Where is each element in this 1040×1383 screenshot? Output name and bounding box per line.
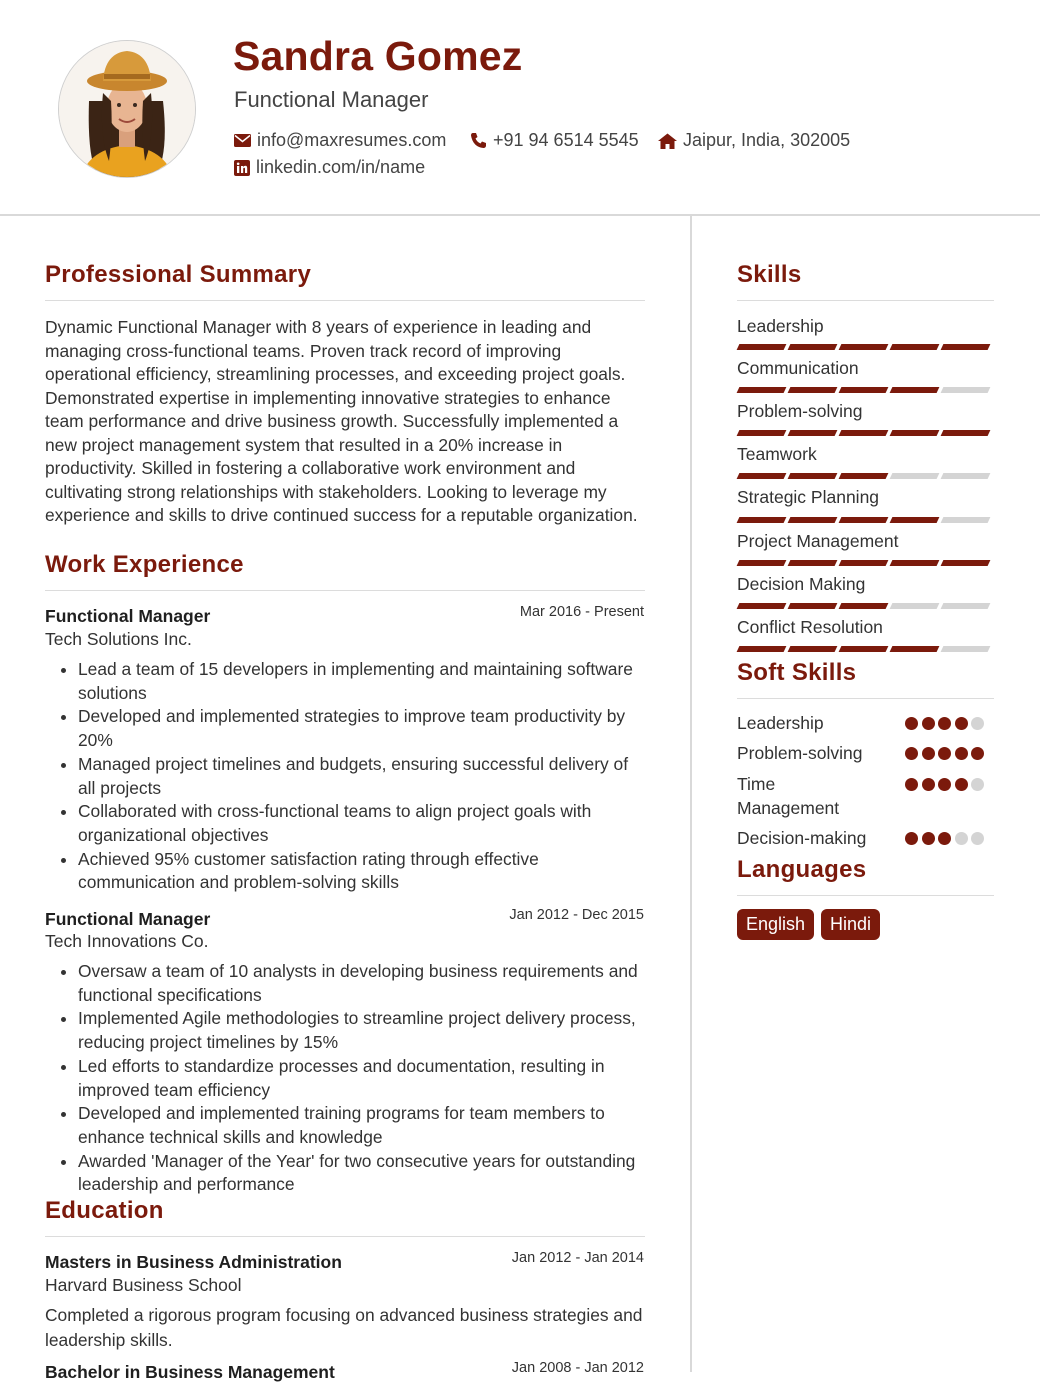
phone-text: +91 94 6514 5545 <box>493 130 639 150</box>
rating-dot <box>922 832 935 845</box>
list-item: • Developed and implemented training programs for team members to enhance technical skills and knowledge <box>78 1102 645 1149</box>
skill-level-segment <box>839 430 888 436</box>
skill-level-segment <box>788 560 837 566</box>
location-text: Jaipur, India, 302005 <box>683 130 851 150</box>
soft-skill-rating <box>905 832 988 845</box>
skill-level-segment <box>941 646 990 652</box>
skill-level-bar <box>738 560 993 566</box>
skill-level-segment <box>839 560 888 566</box>
skill-level-segment <box>890 517 939 523</box>
rating-dot <box>905 778 918 791</box>
rating-dot <box>955 717 968 730</box>
job-achievements <box>45 960 645 1197</box>
skill-level-segment <box>737 344 786 350</box>
experience-heading: Work Experience <box>45 551 244 578</box>
skill-level-segment <box>839 344 888 350</box>
education-description: Completed a rigorous program focusing on advanced business strategies and leadership skills. <box>45 1305 643 1350</box>
skills-heading: Skills <box>737 261 802 288</box>
skill-level-segment <box>839 387 888 393</box>
list-item: • Oversaw a team of 10 analysts in developing business requirements and functional specifications <box>78 960 645 1007</box>
rating-dot <box>922 778 935 791</box>
location-contact <box>658 130 850 151</box>
job-title: Functional Manager <box>45 909 211 929</box>
skill-name: Strategic Planning <box>737 487 880 507</box>
rating-dot <box>955 832 968 845</box>
skill-level-bar <box>738 473 993 479</box>
languages-heading: Languages <box>737 856 867 883</box>
list-item: • Collaborated with cross-functional teams to align project goals with organizational objectives <box>78 800 645 847</box>
skill-level-segment <box>839 517 888 523</box>
rating-dot <box>955 747 968 760</box>
skill-level-segment <box>737 646 786 652</box>
skills-rule <box>737 300 994 301</box>
list-item: • Developed and implemented strategies to improve team productivity by 20% <box>78 705 645 752</box>
rating-dot <box>971 832 984 845</box>
experience-rule <box>45 590 645 591</box>
rating-dot <box>922 747 935 760</box>
list-item: • Awarded 'Manager of the Year' for two consecutive years for outstanding leadership and performance <box>78 1150 645 1197</box>
job-company: Tech Solutions Inc. <box>45 629 192 649</box>
job-company: Tech Innovations Co. <box>45 931 209 951</box>
skill-level-segment <box>788 344 837 350</box>
soft-skills-rule <box>737 698 994 699</box>
degree-title: Masters in Business Administration <box>45 1252 342 1272</box>
envelope-icon <box>234 134 251 147</box>
language-badge: Hindi <box>821 909 880 940</box>
list-item: • Implemented Agile methodologies to streamline project delivery process, reducing project timelines by 15% <box>78 1007 645 1054</box>
language-badge: English <box>737 909 814 940</box>
linkedin-text: linkedin.com/in/name <box>256 157 426 177</box>
soft-skill-rating <box>905 717 988 730</box>
skill-level-segment <box>839 646 888 652</box>
skill-name: Conflict Resolution <box>737 617 883 637</box>
skill-level-segment <box>737 603 786 609</box>
candidate-title: Functional Manager <box>234 87 429 112</box>
phone-icon <box>470 132 487 149</box>
skill-level-segment <box>737 517 786 523</box>
list-item: • Achieved 95% customer satisfaction rating through effective communication and problem-solving skills <box>78 848 645 895</box>
job-achievements <box>45 658 645 895</box>
skill-level-segment <box>890 560 939 566</box>
skill-name: Decision Making <box>737 574 866 594</box>
rating-dot <box>905 747 918 760</box>
summary-text: Dynamic Functional Manager with 8 years of experience in leading and managing cross-functional teams. Proven track record of improving operational efficiency, streamlining processes, and exceeding project goals. Demonstrated expertise in implementing innovative strategies to enhance team performance and drive business growth. Successfully implemented a new project management system that resulted in a 20% increase in productivity. Skilled in fostering a collaborative work environment and cultivating strong relationships with stakeholders. Looking to leverage my experience and skills to drive continued success for a reputable organization. <box>45 317 638 525</box>
person-photo-icon <box>59 41 195 177</box>
skill-level-segment <box>941 560 990 566</box>
skill-level-segment <box>890 430 939 436</box>
soft-skill-name: Problem-solving <box>737 743 863 763</box>
soft-skills-heading: Soft Skills <box>737 659 857 686</box>
email-text: info@maxresumes.com <box>257 130 447 150</box>
rating-dot <box>971 717 984 730</box>
skill-level-segment <box>788 387 837 393</box>
rating-dot <box>922 717 935 730</box>
education-rule <box>45 1236 645 1237</box>
skill-level-segment <box>941 473 990 479</box>
soft-skill-rating <box>905 747 988 760</box>
phone-contact[interactable] <box>470 130 639 151</box>
rating-dot <box>938 832 951 845</box>
education-dates: Jan 2012 - Jan 2014 <box>511 1250 644 1266</box>
skill-level-segment <box>890 473 939 479</box>
list-item: • Led efforts to standardize processes and documentation, resulting in improved team efficiency <box>78 1055 645 1102</box>
rating-dot <box>971 747 984 760</box>
rating-dot <box>938 747 951 760</box>
degree-title: Bachelor in Business Management <box>45 1362 335 1382</box>
summary-heading: Professional Summary <box>45 261 312 288</box>
skill-level-segment <box>941 344 990 350</box>
school-name: Harvard Business School <box>45 1275 242 1295</box>
education-dates: Jan 2008 - Jan 2012 <box>511 1360 644 1376</box>
linkedin-contact[interactable] <box>234 157 425 178</box>
skill-level-bar <box>738 430 993 436</box>
skill-level-segment <box>890 603 939 609</box>
skill-level-segment <box>890 646 939 652</box>
skill-level-segment <box>839 603 888 609</box>
skill-level-bar <box>738 603 993 609</box>
skill-level-segment <box>941 603 990 609</box>
skill-level-segment <box>737 387 786 393</box>
rating-dot <box>955 778 968 791</box>
skill-level-segment <box>890 387 939 393</box>
education-heading: Education <box>45 1197 164 1224</box>
rating-dot <box>938 778 951 791</box>
skill-name: Problem-solving <box>737 401 863 421</box>
job-dates: Mar 2016 - Present <box>519 604 644 620</box>
skill-level-segment <box>941 430 990 436</box>
list-item: • Lead a team of 15 developers in implementing and maintaining software solutions <box>78 658 645 705</box>
skill-name: Leadership <box>737 316 824 336</box>
skill-level-segment <box>737 430 786 436</box>
skill-level-bar <box>738 517 993 523</box>
skill-level-segment <box>839 473 888 479</box>
summary-rule <box>45 300 645 301</box>
skill-level-segment <box>788 517 837 523</box>
languages-rule <box>737 895 994 896</box>
rating-dot <box>905 717 918 730</box>
skill-level-segment <box>737 560 786 566</box>
skill-level-segment <box>890 344 939 350</box>
skill-level-segment <box>788 646 837 652</box>
skill-level-segment <box>941 387 990 393</box>
skill-name: Communication <box>737 358 859 378</box>
skill-level-bar <box>738 646 993 652</box>
email-contact[interactable] <box>234 130 446 151</box>
resume-header <box>0 0 1040 216</box>
candidate-name: Sandra Gomez <box>233 33 523 79</box>
rating-dot <box>938 717 951 730</box>
soft-skill-rating <box>905 778 988 791</box>
list-item: • Managed project timelines and budgets, ensuring successful delivery of all projects <box>78 753 645 800</box>
rating-dot <box>971 778 984 791</box>
skill-level-bar <box>738 387 993 393</box>
skill-level-segment <box>941 517 990 523</box>
skill-name: Teamwork <box>737 444 817 464</box>
column-divider <box>690 216 692 1372</box>
home-icon <box>658 133 677 149</box>
rating-dot <box>905 832 918 845</box>
soft-skill-name: Leadership <box>737 713 824 733</box>
skill-level-segment <box>788 603 837 609</box>
profile-photo <box>58 40 196 178</box>
linkedin-icon <box>234 160 250 176</box>
soft-skill-name: Time Management <box>737 774 840 818</box>
job-title: Functional Manager <box>45 606 211 626</box>
skill-level-segment <box>788 430 837 436</box>
skill-level-bar <box>738 344 993 350</box>
job-dates: Jan 2012 - Dec 2015 <box>509 907 644 923</box>
skill-level-segment <box>737 473 786 479</box>
soft-skill-name: Decision-making <box>737 828 867 848</box>
skill-name: Project Management <box>737 531 899 551</box>
skill-level-segment <box>788 473 837 479</box>
